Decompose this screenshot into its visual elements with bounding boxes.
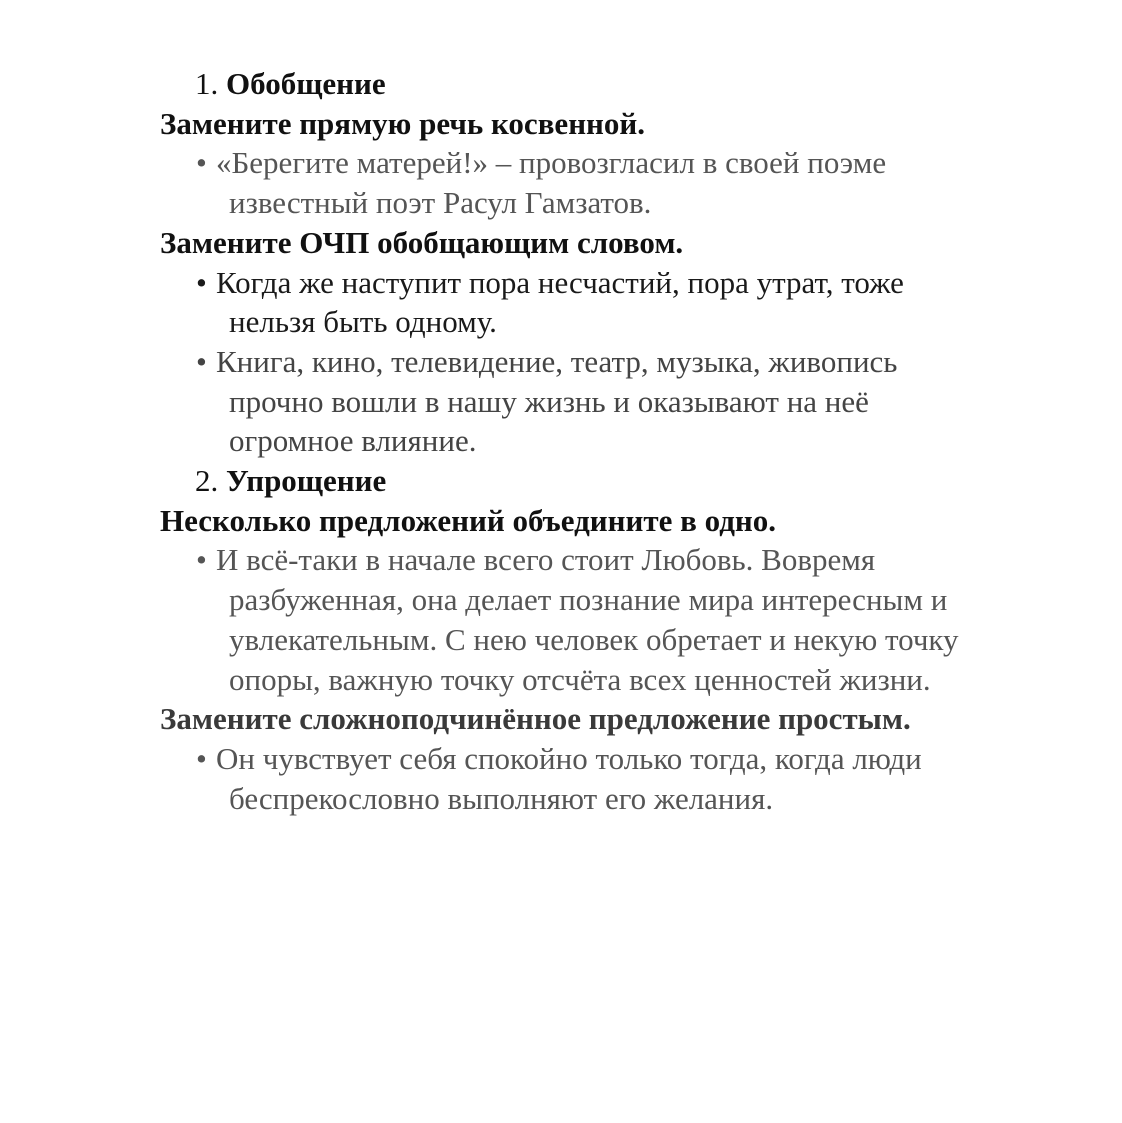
item-line: «Берегите матерей!» – провозгласил в своей поэме: [216, 145, 887, 181]
item-line: беспрекословно выполняют его желания.: [229, 780, 774, 816]
section-number: 2.: [195, 463, 219, 499]
section-heading-simplification: [160, 461, 1060, 501]
list-item: [160, 540, 1060, 699]
list-item: [160, 143, 1060, 222]
section-title: Обобщение: [226, 66, 386, 101]
task-generalizing-word: Замените ОЧП обобщающим словом.: [160, 224, 684, 260]
section-heading-generalization: [160, 64, 1060, 104]
bullet-marker: •: [196, 145, 207, 181]
section-number: 1.: [195, 66, 219, 101]
section-title: Упрощение: [226, 463, 387, 499]
bullet-marker: •: [196, 264, 207, 300]
list-item: [160, 263, 1060, 342]
task-combine-sentences: Несколько предложений объедините в одно.: [160, 502, 777, 538]
task-indirect-speech: Замените прямую речь косвенной.: [160, 105, 646, 141]
bullet-marker: •: [196, 542, 207, 578]
item-line: известный поэт Расул Гамзатов.: [229, 185, 652, 221]
item-line: увлекательным. С нею человек обретает и некую точку: [229, 621, 959, 657]
list-item: [160, 342, 1060, 461]
item-line: прочно вошли в нашу жизнь и оказывают на неё: [229, 383, 869, 419]
list-item: [160, 739, 1060, 818]
item-line: огромное влияние.: [229, 423, 477, 459]
item-line: нельзя быть одному.: [229, 304, 497, 340]
item-line: Когда же наступит пора несчастий, пора утрат, тоже: [216, 264, 904, 300]
bullet-marker: •: [196, 740, 207, 776]
item-line: Книга, кино, телевидение, театр, музыка, живопись: [216, 343, 898, 379]
bullet-marker: •: [196, 343, 207, 379]
item-line: Он чувствует себя спокойно только тогда, когда люди: [216, 740, 922, 776]
item-line: разбуженная, она делает познание мира интересным и: [229, 582, 948, 618]
item-line: И всё-таки в начале всего стоит Любовь. Вовремя: [216, 542, 876, 578]
document-body: [160, 64, 1060, 818]
task-complex-to-simple: Замените сложноподчинённое предложение простым.: [160, 701, 911, 737]
item-line: опоры, важную точку отсчёта всех ценностей жизни.: [229, 661, 931, 697]
